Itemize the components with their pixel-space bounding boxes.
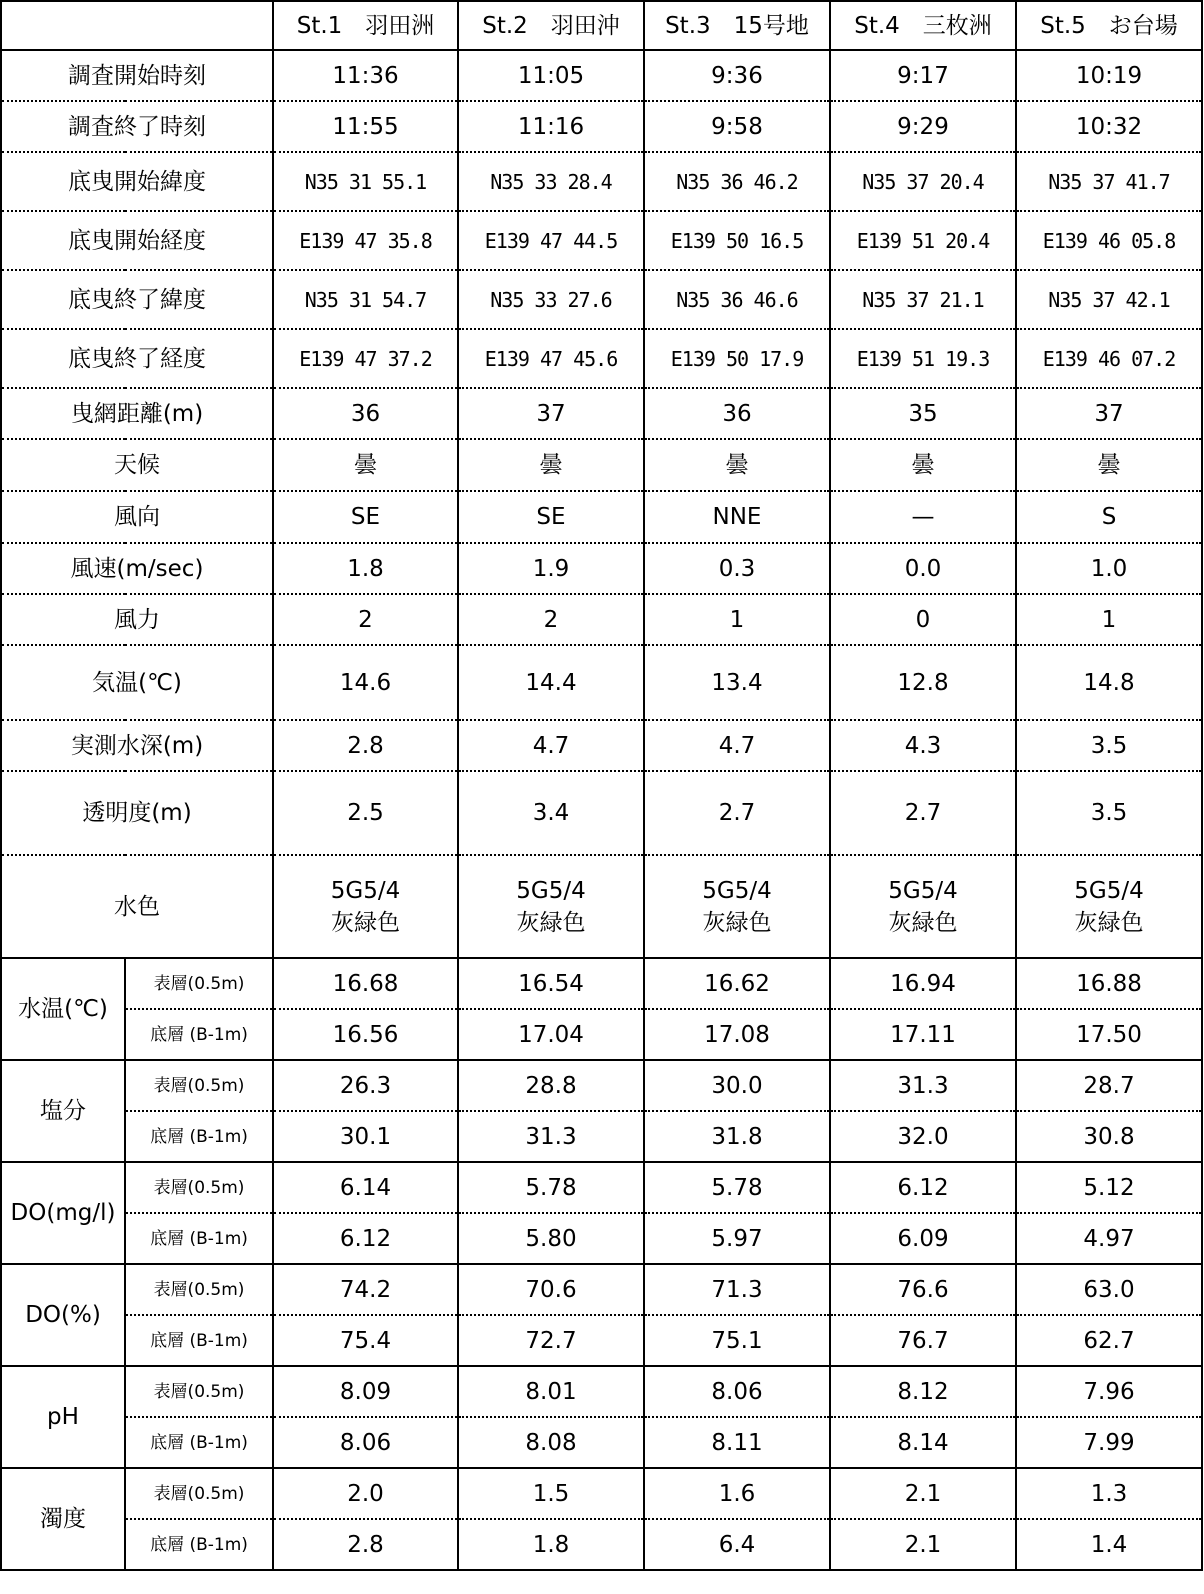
- data-cell: 8.14: [830, 1417, 1016, 1468]
- data-cell: 75.1: [644, 1315, 830, 1366]
- data-cell: 1: [1016, 594, 1202, 645]
- row-label: 調査開始時刻: [1, 50, 273, 101]
- data-cell: E139 50 16.5: [644, 211, 830, 270]
- data-cell: 11:05: [458, 50, 644, 101]
- data-cell: 曇: [1016, 439, 1202, 491]
- table-row-bottom: [1, 1417, 1202, 1468]
- table-row-bottom: [1, 1519, 1202, 1570]
- data-cell: 17.50: [1016, 1009, 1202, 1060]
- data-cell: 曇: [830, 439, 1016, 491]
- data-cell: [458, 855, 644, 958]
- data-cell: E139 51 20.4: [830, 211, 1016, 270]
- group-label: 水温(℃): [1, 958, 125, 1060]
- station-header: St.2 羽田沖: [458, 1, 644, 50]
- data-cell: 3.4: [458, 771, 644, 855]
- layer-label: 表層(0.5m): [125, 1060, 273, 1111]
- water-color-code: 5G5/4: [1074, 877, 1144, 904]
- data-cell: 2.8: [273, 720, 458, 771]
- corner-cell: [1, 1, 273, 50]
- row-label: 風速(m/sec): [1, 543, 273, 594]
- data-cell: N35 36 46.2: [644, 152, 830, 211]
- water-color-code: 5G5/4: [888, 877, 958, 904]
- data-cell: N35 37 20.4: [830, 152, 1016, 211]
- data-cell: 76.7: [830, 1315, 1016, 1366]
- data-cell: 74.2: [273, 1264, 458, 1315]
- layer-label: 底層 (B-1m): [125, 1111, 273, 1162]
- data-cell: N35 31 54.7: [273, 270, 458, 329]
- data-cell: SE: [273, 491, 458, 543]
- data-cell: 2.8: [273, 1519, 458, 1570]
- data-cell: 13.4: [644, 645, 830, 720]
- data-cell: 11:36: [273, 50, 458, 101]
- data-cell: 1.6: [644, 1468, 830, 1519]
- water-color-name: 灰緑色: [888, 909, 958, 936]
- data-cell: 2: [458, 594, 644, 645]
- data-cell: 37: [1016, 388, 1202, 439]
- data-cell: 17.11: [830, 1009, 1016, 1060]
- data-cell: 0.3: [644, 543, 830, 594]
- table-row: [1, 543, 1202, 594]
- table-row-bottom: [1, 1111, 1202, 1162]
- data-cell: 11:55: [273, 101, 458, 152]
- data-cell: 16.88: [1016, 958, 1202, 1009]
- station-header: St.1 羽田洲: [273, 1, 458, 50]
- table-row: [1, 594, 1202, 645]
- data-cell: 36: [273, 388, 458, 439]
- data-cell: 5.78: [644, 1162, 830, 1213]
- data-cell: 5.78: [458, 1162, 644, 1213]
- data-cell: 2: [273, 594, 458, 645]
- data-cell: 11:16: [458, 101, 644, 152]
- data-cell: 9:36: [644, 50, 830, 101]
- data-cell: 8.12: [830, 1366, 1016, 1417]
- data-cell: 2.7: [830, 771, 1016, 855]
- row-label: 気温(℃): [1, 645, 273, 720]
- data-cell: 2.1: [830, 1519, 1016, 1570]
- data-cell: 16.54: [458, 958, 644, 1009]
- data-cell: 8.01: [458, 1366, 644, 1417]
- data-cell: 70.6: [458, 1264, 644, 1315]
- layer-label: 表層(0.5m): [125, 1468, 273, 1519]
- data-cell: 2.5: [273, 771, 458, 855]
- data-cell: E139 47 35.8: [273, 211, 458, 270]
- data-cell: 10:32: [1016, 101, 1202, 152]
- data-cell: 30.0: [644, 1060, 830, 1111]
- data-cell: 62.7: [1016, 1315, 1202, 1366]
- table-row: [1, 211, 1202, 270]
- data-cell: 0: [830, 594, 1016, 645]
- data-cell: 0.0: [830, 543, 1016, 594]
- row-label: 調査終了時刻: [1, 101, 273, 152]
- data-cell: 6.14: [273, 1162, 458, 1213]
- row-label: 天候: [1, 439, 273, 491]
- data-cell: 14.6: [273, 645, 458, 720]
- layer-label: 底層 (B-1m): [125, 1009, 273, 1060]
- data-cell: 2.0: [273, 1468, 458, 1519]
- data-cell: 1: [644, 594, 830, 645]
- group-label: pH: [1, 1366, 125, 1468]
- layer-label: 表層(0.5m): [125, 1264, 273, 1315]
- data-cell: 37: [458, 388, 644, 439]
- data-cell: 3.5: [1016, 771, 1202, 855]
- water-color-code: 5G5/4: [702, 877, 772, 904]
- data-cell: 26.3: [273, 1060, 458, 1111]
- data-cell: NNE: [644, 491, 830, 543]
- data-cell: 2.7: [644, 771, 830, 855]
- group-label: 濁度: [1, 1468, 125, 1570]
- data-cell: —: [830, 491, 1016, 543]
- data-cell: 76.6: [830, 1264, 1016, 1315]
- data-cell: N35 37 41.7: [1016, 152, 1202, 211]
- data-cell: 8.06: [644, 1366, 830, 1417]
- table-row-surface: [1, 1264, 1202, 1315]
- data-cell: 1.4: [1016, 1519, 1202, 1570]
- station-header: St.3 15号地: [644, 1, 830, 50]
- data-cell: E139 47 37.2: [273, 329, 458, 388]
- layer-label: 表層(0.5m): [125, 958, 273, 1009]
- table-row: [1, 101, 1202, 152]
- table-row: [1, 388, 1202, 439]
- row-label: 底曳終了緯度: [1, 270, 273, 329]
- data-cell: 31.3: [458, 1111, 644, 1162]
- data-cell: 12.8: [830, 645, 1016, 720]
- data-cell: N35 37 21.1: [830, 270, 1016, 329]
- data-cell: 5.80: [458, 1213, 644, 1264]
- data-cell: E139 50 17.9: [644, 329, 830, 388]
- data-cell: 32.0: [830, 1111, 1016, 1162]
- group-label: DO(%): [1, 1264, 125, 1366]
- data-cell: 31.8: [644, 1111, 830, 1162]
- table-row-surface: [1, 1366, 1202, 1417]
- data-cell: 7.99: [1016, 1417, 1202, 1468]
- row-label: 曳網距離(m): [1, 388, 273, 439]
- data-cell: 35: [830, 388, 1016, 439]
- data-cell: E139 47 45.6: [458, 329, 644, 388]
- water-color-name: 灰緑色: [331, 909, 400, 936]
- water-color-code: 5G5/4: [330, 877, 401, 904]
- station-header: St.5 お台場: [1016, 1, 1202, 50]
- data-cell: S: [1016, 491, 1202, 543]
- data-cell: N35 33 27.6: [458, 270, 644, 329]
- data-cell: 31.3: [830, 1060, 1016, 1111]
- data-cell: 1.0: [1016, 543, 1202, 594]
- data-cell: 5.97: [644, 1213, 830, 1264]
- table-row: [1, 771, 1202, 855]
- data-cell: 1.5: [458, 1468, 644, 1519]
- data-cell: 8.09: [273, 1366, 458, 1417]
- header-row: [1, 1, 1202, 50]
- data-cell: 72.7: [458, 1315, 644, 1366]
- data-cell: 6.12: [273, 1213, 458, 1264]
- data-cell: E139 46 05.8: [1016, 211, 1202, 270]
- data-cell: 16.68: [273, 958, 458, 1009]
- data-cell: 14.4: [458, 645, 644, 720]
- table-row: [1, 152, 1202, 211]
- data-cell: 1.8: [458, 1519, 644, 1570]
- layer-label: 底層 (B-1m): [125, 1213, 273, 1264]
- table-row-bottom: [1, 1315, 1202, 1366]
- row-label: 風向: [1, 491, 273, 543]
- data-cell: 16.94: [830, 958, 1016, 1009]
- data-cell: E139 47 44.5: [458, 211, 644, 270]
- data-cell: 16.62: [644, 958, 830, 1009]
- data-cell: 4.7: [458, 720, 644, 771]
- layer-label: 底層 (B-1m): [125, 1315, 273, 1366]
- data-cell: 28.7: [1016, 1060, 1202, 1111]
- layer-label: 底層 (B-1m): [125, 1417, 273, 1468]
- water-color-code: 5G5/4: [516, 877, 586, 904]
- table-row: [1, 329, 1202, 388]
- data-cell: 曇: [458, 439, 644, 491]
- group-label: 塩分: [1, 1060, 125, 1162]
- data-cell: 10:19: [1016, 50, 1202, 101]
- layer-label: 底層 (B-1m): [125, 1519, 273, 1570]
- data-cell: [1016, 855, 1202, 958]
- data-cell: 3.5: [1016, 720, 1202, 771]
- table-row-bottom: [1, 1009, 1202, 1060]
- data-cell: 5.12: [1016, 1162, 1202, 1213]
- water-color-name: 灰緑色: [702, 909, 772, 936]
- table-row-water-color: [1, 855, 1202, 958]
- table-row: [1, 720, 1202, 771]
- data-cell: 17.04: [458, 1009, 644, 1060]
- data-cell: 1.9: [458, 543, 644, 594]
- row-label: 底曳開始経度: [1, 211, 273, 270]
- data-cell: 71.3: [644, 1264, 830, 1315]
- data-cell: [644, 855, 830, 958]
- table-row: [1, 50, 1202, 101]
- table-row-surface: [1, 1162, 1202, 1213]
- layer-label: 表層(0.5m): [125, 1366, 273, 1417]
- data-cell: 2.1: [830, 1468, 1016, 1519]
- table-row: [1, 439, 1202, 491]
- data-cell: 曇: [644, 439, 830, 491]
- row-label: 底曳終了経度: [1, 329, 273, 388]
- data-cell: 4.97: [1016, 1213, 1202, 1264]
- data-cell: 4.7: [644, 720, 830, 771]
- data-cell: 1.3: [1016, 1468, 1202, 1519]
- data-cell: 曇: [273, 439, 458, 491]
- data-cell: 4.3: [830, 720, 1016, 771]
- water-color-name: 灰緑色: [1074, 909, 1144, 936]
- data-cell: 8.08: [458, 1417, 644, 1468]
- station-header: St.4 三枚洲: [830, 1, 1016, 50]
- data-cell: 30.8: [1016, 1111, 1202, 1162]
- data-cell: 36: [644, 388, 830, 439]
- data-cell: E139 46 07.2: [1016, 329, 1202, 388]
- data-cell: SE: [458, 491, 644, 543]
- data-cell: 6.4: [644, 1519, 830, 1570]
- row-label: 透明度(m): [1, 771, 273, 855]
- water-color-name: 灰緑色: [516, 909, 586, 936]
- data-cell: 6.09: [830, 1213, 1016, 1264]
- data-cell: E139 51 19.3: [830, 329, 1016, 388]
- table-row: [1, 491, 1202, 543]
- data-cell: 63.0: [1016, 1264, 1202, 1315]
- data-cell: 16.56: [273, 1009, 458, 1060]
- table-row-bottom: [1, 1213, 1202, 1264]
- table-row: [1, 270, 1202, 329]
- table-row-surface: [1, 958, 1202, 1009]
- data-cell: 8.06: [273, 1417, 458, 1468]
- data-cell: N35 37 42.1: [1016, 270, 1202, 329]
- data-cell: [273, 855, 458, 958]
- data-cell: [830, 855, 1016, 958]
- group-label: DO(mg/l): [1, 1162, 125, 1264]
- row-label: 水色: [1, 855, 273, 958]
- data-cell: 17.08: [644, 1009, 830, 1060]
- data-cell: 75.4: [273, 1315, 458, 1366]
- data-cell: N35 33 28.4: [458, 152, 644, 211]
- row-label: 底曳開始緯度: [1, 152, 273, 211]
- data-cell: 1.8: [273, 543, 458, 594]
- table-row-surface: [1, 1468, 1202, 1519]
- table-row: [1, 645, 1202, 720]
- data-cell: 9:17: [830, 50, 1016, 101]
- layer-label: 表層(0.5m): [125, 1162, 273, 1213]
- row-label: 実測水深(m): [1, 720, 273, 771]
- table-row-surface: [1, 1060, 1202, 1111]
- row-label: 風力: [1, 594, 273, 645]
- data-cell: N35 36 46.6: [644, 270, 830, 329]
- data-cell: 6.12: [830, 1162, 1016, 1213]
- data-cell: 14.8: [1016, 645, 1202, 720]
- data-cell: 9:29: [830, 101, 1016, 152]
- data-cell: 30.1: [273, 1111, 458, 1162]
- data-cell: 8.11: [644, 1417, 830, 1468]
- data-cell: 28.8: [458, 1060, 644, 1111]
- data-cell: 9:58: [644, 101, 830, 152]
- data-cell: N35 31 55.1: [273, 152, 458, 211]
- data-cell: 7.96: [1016, 1366, 1202, 1417]
